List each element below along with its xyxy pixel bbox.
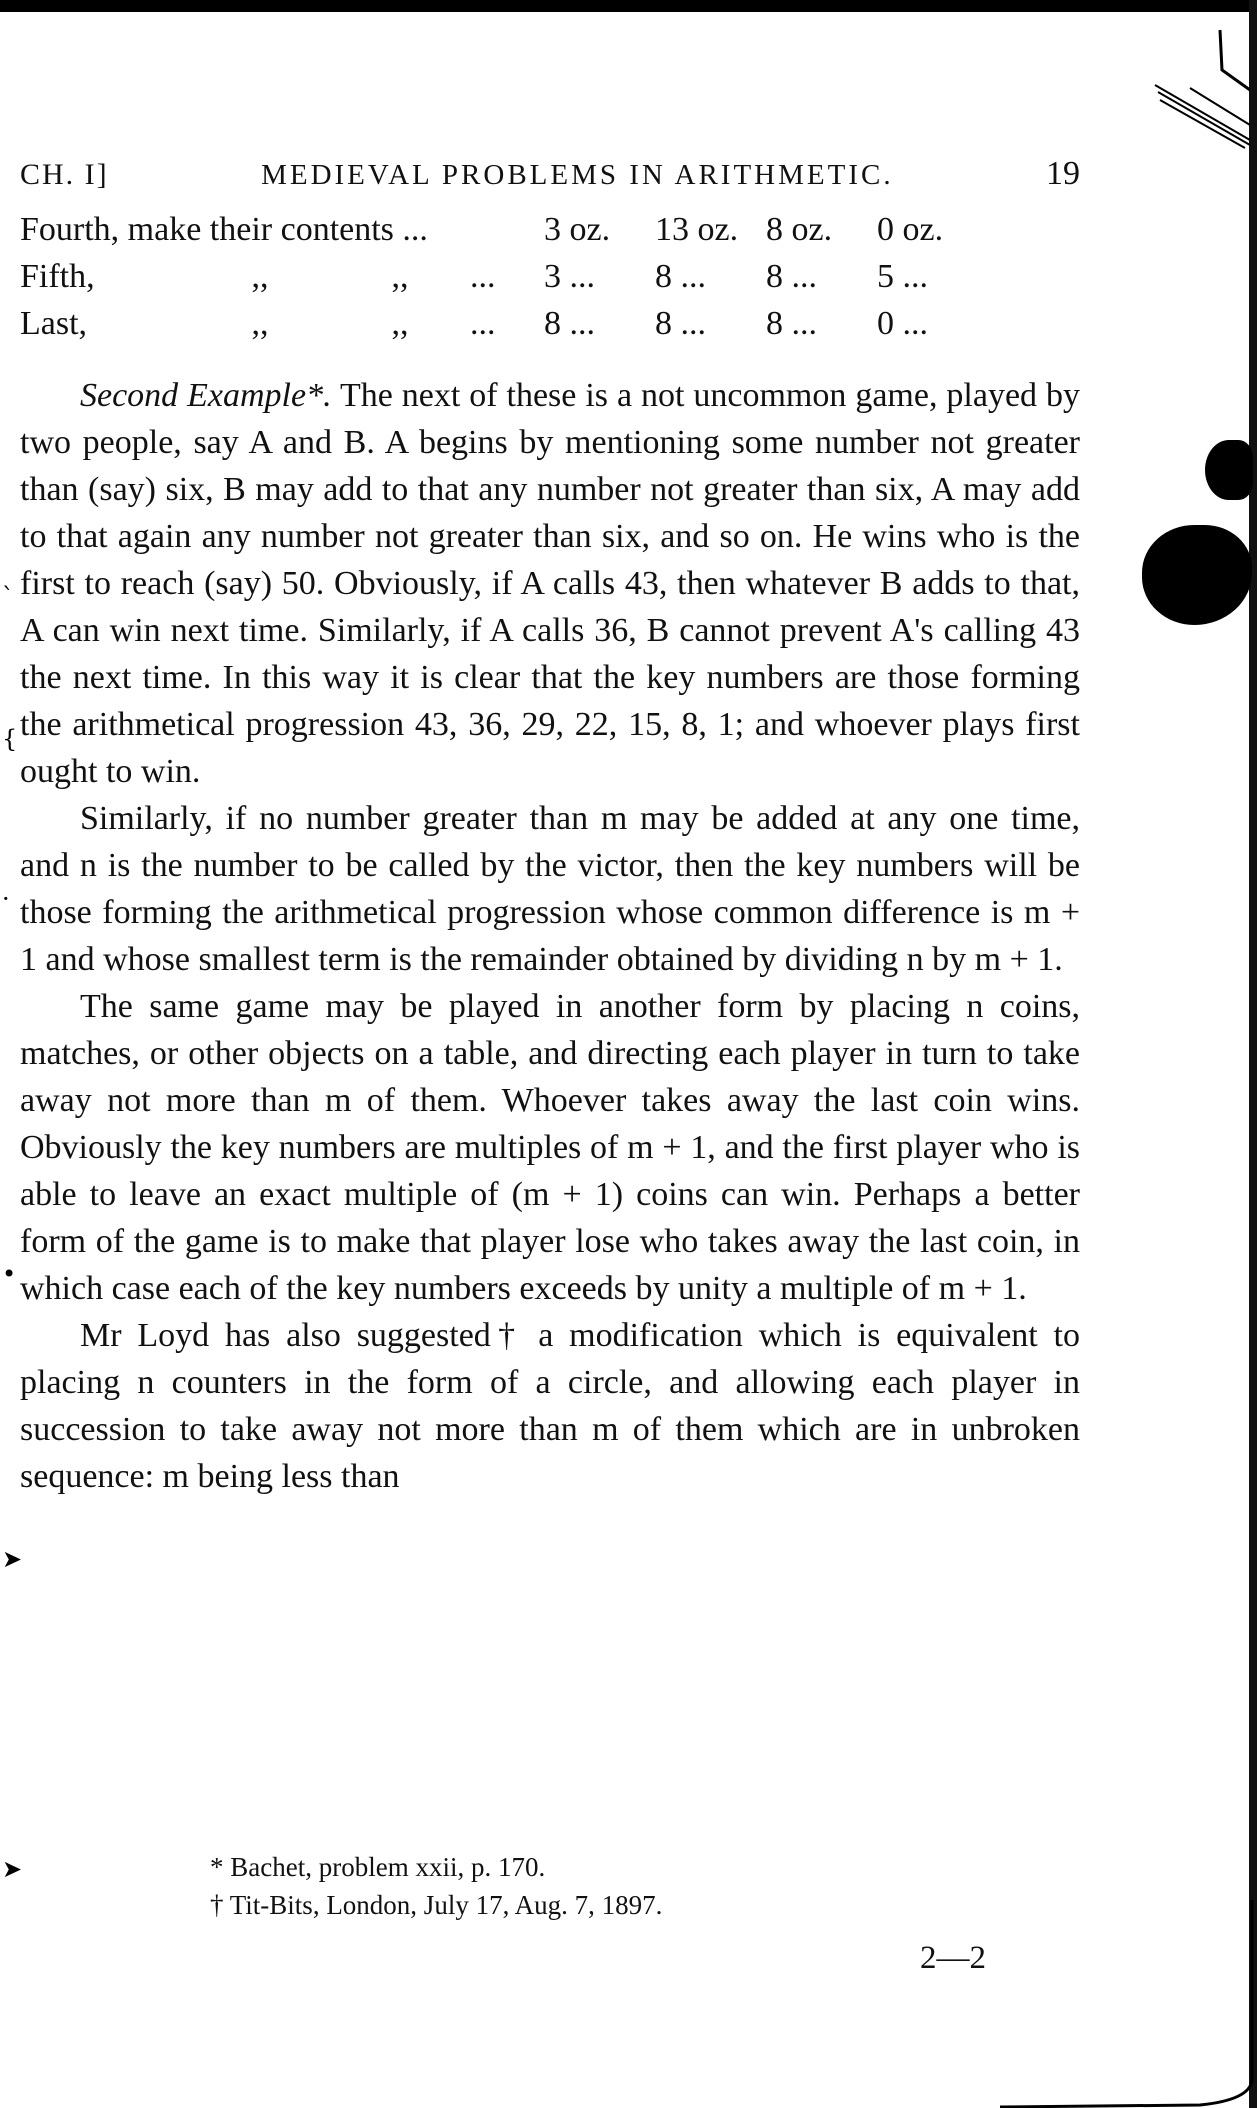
chapter-label: CH. I] <box>20 158 109 191</box>
paragraph-second-example <box>20 372 1080 795</box>
page-corner-curl <box>1000 1900 1257 2108</box>
leader-dots: ... <box>470 258 496 295</box>
cell-value: 5 ... <box>877 258 928 295</box>
row-label: Last, <box>20 305 88 342</box>
ditto-mark: ,, <box>251 305 269 342</box>
ditto-mark: ,, <box>391 305 409 342</box>
margin-arrow-mark: ➤ <box>2 1545 23 1573</box>
ditto-mark: ,, <box>251 258 269 295</box>
section-heading: Second Example*. <box>80 377 332 414</box>
page-number: 19 <box>1045 155 1080 192</box>
margin-arrow-mark: ➤ <box>2 1855 23 1883</box>
margin-speck: • <box>2 1260 17 1288</box>
margin-bracket-mark: { <box>2 725 18 753</box>
footnotes <box>210 1848 662 1924</box>
ink-blot <box>1205 440 1253 500</box>
ink-blot <box>1142 525 1252 625</box>
paragraph-coins-variant: The same game may be played in another form by placing n coins, matches, or other objects on a table, and directing each player in turn to take away not more than m of them. Whoever takes away the last coin wins. Obviously the key numbers are multiples of m + 1, and the first player who is able to leave an exact multiple of (m + 1) coins can win. Perhaps a better form of the game is to make that player lose who takes away the last coin, in which case each of the key numbers exceeds by unity a multiple of m + 1. <box>20 988 1080 1307</box>
margin-speck: ˋ <box>2 583 14 611</box>
cell-value: 3 oz. <box>544 211 611 248</box>
margin-speck: · <box>2 885 10 913</box>
cell-value: 8 ... <box>655 305 706 342</box>
page-right-border <box>1249 0 1257 2108</box>
cell-value: 0 ... <box>877 305 928 342</box>
running-title: MEDIEVAL PROBLEMS IN ARITHMETIC. <box>261 159 894 191</box>
table-row <box>20 206 982 253</box>
cell-value: 8 ... <box>544 305 595 342</box>
cell-value: 8 oz. <box>766 211 833 248</box>
paragraph-loyd-variant: Mr Loyd has also suggested† a modification which is equivalent to placing n counters in the form of a circle, and allowing each player in succession to take away not more than m of them which are in unbroken sequence: m being less than <box>20 1317 1080 1495</box>
vessel-contents-table <box>20 206 982 347</box>
page-top-border <box>0 0 1257 12</box>
footnote: * Bachet, problem xxii, p. 170. <box>210 1852 546 1882</box>
page-body <box>20 150 1080 1500</box>
leader-dots: ... <box>470 305 496 342</box>
running-header <box>20 150 1080 200</box>
cell-value: 8 ... <box>766 258 817 295</box>
cell-value: 3 ... <box>544 258 595 295</box>
paragraph-text: The next of these is a not uncommon game, played by two people, say A and B. A begins by mentioning some number not greater than (say) six, B may add to that any number not greater than six, A may add to that again any number not greater than six, and so on. He wins who is the first to reach (say) 50. Obviously, if A calls 43, then whatever B adds to that, A can win next time. Similarly, if A calls 36, B cannot prevent A's calling 43 the next time. In this way it is clear that the key numbers are those forming the arithmetical progression 43, 36, 29, 22, 15, 8, 1; and whoever plays first ought to win. <box>20 377 1080 790</box>
cell-value: 8 ... <box>655 258 706 295</box>
ditto-mark: ,, <box>391 258 409 295</box>
footnote: † Tit-Bits, London, July 17, Aug. 7, 1897. <box>210 1890 663 1920</box>
row-label: Fourth, make their contents ... <box>20 211 428 248</box>
cell-value: 0 oz. <box>877 211 944 248</box>
paragraph-general-case: Similarly, if no number greater than m may be added at any one time, and n is the number to be called by the victor, then the key numbers will be those forming the arithmetical progression whose common difference is m + 1 and whose smallest term is the remainder obtained by dividing n by m + 1. <box>20 800 1080 978</box>
cell-value: 13 oz. <box>655 211 739 248</box>
table-row <box>20 253 982 300</box>
signature-mark: 2—2 <box>920 1940 986 1976</box>
table-row <box>20 300 982 347</box>
row-label: Fifth, <box>20 258 95 295</box>
cell-value: 8 ... <box>766 305 817 342</box>
binding-clip-mark <box>1150 30 1257 150</box>
